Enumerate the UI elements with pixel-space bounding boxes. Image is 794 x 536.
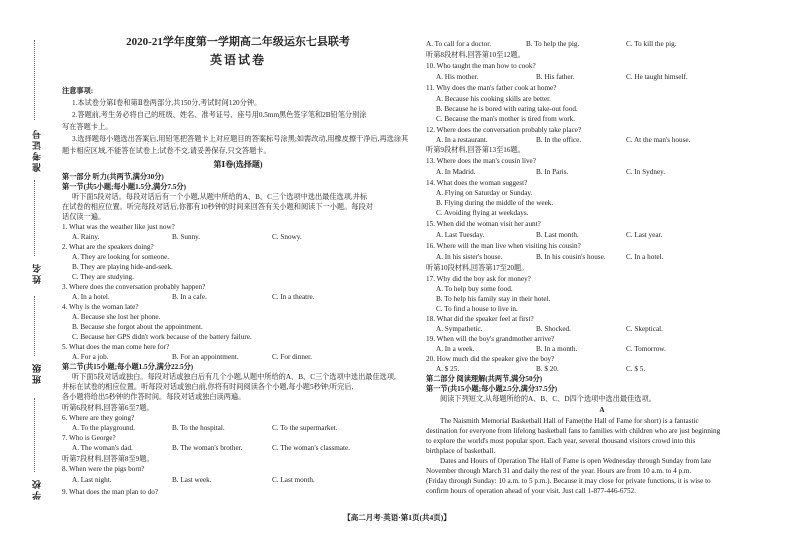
- option-a: A. To the playground.: [72, 424, 136, 432]
- option-c: C. At the man's house.: [626, 136, 691, 144]
- part-heading: 第Ⅰ卷(选择题): [213, 160, 263, 169]
- passage-line: confirm hours of operation ahead of your visit. Just call 1-877-446-6752.: [426, 487, 636, 495]
- exam-info-sidebar: [0, 0, 50, 536]
- passage-line: Dates and Hours of Operation The Hall of Fame is open Wednesday through Sunday from late: [440, 457, 712, 465]
- question-12: 12. Where does the conversation probably take place?: [426, 126, 582, 134]
- option-b: B. Last month.: [536, 231, 579, 239]
- part1-heading: 第一部分 听力(共两节,满分30分): [62, 173, 164, 181]
- option-c: C. In a hotel.: [626, 253, 664, 261]
- instruction-line: 在试卷的相应位置。听完每段对话后,你都有10秒钟的时间来回答有关小题和阅读下一小题。每段对: [62, 203, 373, 211]
- option-c: C. To find a house to live in.: [436, 305, 518, 313]
- class-label: 班级: [32, 362, 42, 384]
- part2-heading: 第二部分 阅读理解(共两节,满分50分): [426, 375, 543, 383]
- page-footer: 【高二月考·英语·第1页(共4页)】: [343, 513, 451, 522]
- option-b: B. $ 20.: [536, 365, 559, 373]
- option-b: B. Last week.: [172, 476, 212, 484]
- option-b: B. For an appointment.: [172, 353, 239, 361]
- passage-letter: A: [599, 406, 605, 414]
- notice-line: 2.答题前,考生务必将自己的班级、姓名、准考证号、座号用0.5mm黑色签字笔和2B铅笔分别涂: [72, 111, 367, 119]
- option-c: C. Avoiding flying at weekdays.: [436, 209, 529, 217]
- binding-line: [34, 180, 35, 256]
- question-9: 9. What does the man plan to do?: [62, 488, 159, 496]
- passage-line: to explore the world's most popular sport. Each year, several thousand visitors crowd into this: [426, 437, 696, 445]
- option-a: A. Sympathetic.: [436, 325, 483, 333]
- option-a: A. Because she lost her phone.: [72, 313, 161, 321]
- passage-line: birthplace of basketball.: [426, 447, 496, 455]
- option-b: B. To help the pig.: [526, 40, 580, 48]
- option-c: C. Because the man's mother is tired from work.: [436, 115, 576, 123]
- section2-heading: 第二节(共15小题;每小题1.5分,满分22.5分): [62, 363, 194, 371]
- question-14: 14. What does the woman suggest?: [426, 179, 528, 187]
- option-b: B. Shocked.: [536, 325, 571, 333]
- notice-line: 3.选择题每小题选出答案后,用铅笔把答题卡上对应题目的答案标号涂黑;如需改动,用橡皮擦干净后,再选涂其: [72, 135, 409, 143]
- option-b: B. The woman's brother.: [172, 444, 243, 452]
- option-c: C. Tomorrow.: [626, 345, 666, 353]
- option-a: A. Because his cooking skills are better.: [436, 95, 551, 103]
- instruction-line: 听下面5段对话或独白。每段对话或独白后有几个小题,从题中所给的A、B、C三个选项中选出最佳选项,: [72, 373, 396, 381]
- instruction-line: 并标在试卷的相应位置。听每段对话或独白前,你将有时间阅读各个小题,每小题5秒钟;听完后,: [62, 383, 354, 391]
- option-c: C. He taught himself.: [626, 73, 688, 81]
- passage-line: destination for everyone from lifelong basketball fans to families with children who are just beginning: [426, 427, 721, 435]
- listen-instruction: 听第6段材料,回答第6至7题。: [62, 404, 154, 412]
- passage-line: (Friday through Sunday: 10 a.m. to 5 p.m.). Because it may close for private functions, it is wise to: [426, 477, 711, 485]
- option-c: C. To the supermarket.: [272, 424, 338, 432]
- option-c: C. They are studying.: [72, 273, 134, 281]
- exam-number-label: 准考证号: [32, 128, 42, 172]
- option-a: A. The woman's dad.: [72, 444, 133, 452]
- option-a: A. In a restaurant.: [436, 136, 488, 144]
- notice-line: 1.本试卷分第Ⅰ卷和第Ⅱ卷两部分,共150分,考试时间120分钟。: [72, 99, 262, 107]
- question-17: 17. Why did the boy ask for money?: [426, 275, 531, 283]
- instruction-line: 听下面5段对话。每段对话后有一个小题,从题中所给的A、B、C三个选项中选出最佳选项,并标: [72, 193, 368, 201]
- passage-line: The Naismith Memorial Basketball Hall of Fame(the Hall of Fame for short) is a fantastic: [440, 417, 699, 425]
- option-a: A. In a hotel.: [72, 293, 110, 301]
- notice-title: 注意事项:: [62, 87, 94, 95]
- passage-line: November through March 31 and daily the rest of the year. Hours are from 10 a.m. to 4 p.m.: [426, 467, 692, 475]
- listen-instruction: 听第9段材料,回答第13至16题。: [426, 146, 525, 154]
- question-18: 18. What did the speaker feel at first?: [426, 315, 534, 323]
- exam-subtitle: 英语试卷: [209, 53, 266, 67]
- section1-heading: 第一节(共5小题;每小题1.5分,满分7.5分): [62, 183, 186, 191]
- option-b: B. To help his family stay in their hotel.: [436, 295, 551, 303]
- option-a: A. In a week.: [436, 345, 475, 353]
- option-c: C. $ 5.: [626, 365, 646, 373]
- option-b: B. In the office.: [536, 136, 582, 144]
- option-b: B. Because she forgot about the appointment.: [72, 323, 203, 331]
- option-c: C. Because her GPS didn't work because of the battery failure.: [72, 333, 252, 341]
- option-a: A. Last night.: [72, 476, 112, 484]
- option-c: C. In Sydney.: [626, 168, 666, 176]
- question-16: 16. Where will the man live when visiting his cousin?: [426, 242, 581, 250]
- question-6: 6. Where are they going?: [62, 414, 135, 422]
- option-a: A. His mother.: [436, 73, 479, 81]
- question-5: 5. What does the man come here for?: [62, 343, 170, 351]
- option-a: A. To call for a doctor.: [426, 40, 492, 48]
- option-b: B. Because he is bored with eating take-out food.: [436, 105, 578, 113]
- option-a: A. Rainy.: [72, 233, 100, 241]
- option-a: A. For a job.: [72, 353, 109, 361]
- listen-instruction: 听第7段材料,回答第8至9题。: [62, 455, 154, 463]
- option-c: C. To kill the pig.: [626, 40, 677, 48]
- option-a: A. In his sister's house.: [436, 253, 503, 261]
- question-19: 19. When will the boy's grandmother arrive?: [426, 335, 555, 343]
- option-a: A. To help buy some food.: [436, 285, 513, 293]
- option-b: B. In Paris.: [536, 168, 569, 176]
- option-c: C. Snowy.: [272, 233, 302, 241]
- exam-title: 2020-21学年度第一学期高二年级运东七县联考: [126, 36, 350, 48]
- option-b: B. They are playing hide-and-seek.: [72, 263, 173, 271]
- option-c: C. For dinner.: [272, 353, 312, 361]
- question-10: 10. Who taught the man how to cook?: [426, 62, 536, 70]
- option-b: B. Sunny.: [172, 233, 201, 241]
- option-a: A. Last Tuesday.: [436, 231, 485, 239]
- option-b: B. In his cousin's house.: [536, 253, 606, 261]
- school-label: 学校: [32, 478, 42, 500]
- option-a: A. In Madrid.: [436, 168, 476, 176]
- question-2: 2. What are the speakers doing?: [62, 243, 154, 251]
- notice-line: 题卡相应区域,不能答在试卷上;试卷不交,请妥善保存,只交答题卡。: [62, 147, 271, 155]
- question-15: 15. When did the woman visit her aunt?: [426, 220, 541, 228]
- question-20: 20. How much did the speaker give the boy?: [426, 355, 555, 363]
- notice-line: 写在答题卡上。: [62, 123, 113, 131]
- question-7: 7. Who is George?: [62, 434, 116, 442]
- binding-line: [34, 40, 35, 120]
- option-b: B. To the hospital.: [172, 424, 225, 432]
- option-b: B. In a cafe.: [172, 293, 207, 301]
- binding-line: [34, 398, 35, 472]
- instruction-line: 各小题将给出5秒钟的作答时间。每段对话或独白读两遍。: [62, 393, 246, 401]
- question-1: 1. What was the weather like just now?: [62, 223, 175, 231]
- question-3: 3. Where does the conversation probably happen?: [62, 283, 206, 291]
- listen-instruction: 听第10段材料,回答第17至20题。: [426, 264, 529, 272]
- instruction-line: 阅读下列短文,从每题所给的A、B、C、D四个选项中选出最佳选项。: [440, 395, 656, 403]
- option-c: C. In a theatre.: [272, 293, 315, 301]
- option-c: C. Skeptical.: [626, 325, 663, 333]
- name-label: 姓名: [32, 262, 42, 284]
- question-13: 13. Where does the man's cousin live?: [426, 157, 536, 165]
- binding-line: [34, 296, 35, 356]
- reading-section1-heading: 第一节(共15小题;每小题2.5分,满分37.5分): [426, 385, 558, 393]
- option-a: A. $ 25.: [436, 365, 460, 373]
- option-c: C. Last month.: [272, 476, 315, 484]
- listen-instruction: 听第8段材料,回答第10至12题。: [426, 51, 525, 59]
- question-8: 8. When were the pigs born?: [62, 465, 145, 473]
- option-c: C. Last year.: [626, 231, 663, 239]
- question-11: 11. Why does the man's father cook at home?: [426, 84, 557, 92]
- option-a: A. They are looking for someone.: [72, 253, 170, 261]
- instruction-line: 话仅读一遍。: [62, 213, 106, 221]
- question-4: 4. Why is the woman late?: [62, 303, 139, 311]
- option-b: B. His father.: [536, 73, 575, 81]
- option-b: B. Flying during the middle of the week.: [436, 199, 554, 207]
- option-c: C. The woman's classmate.: [272, 444, 351, 452]
- option-b: B. In a month.: [536, 345, 578, 353]
- option-a: A. Flying on Saturday or Sunday.: [436, 189, 533, 197]
